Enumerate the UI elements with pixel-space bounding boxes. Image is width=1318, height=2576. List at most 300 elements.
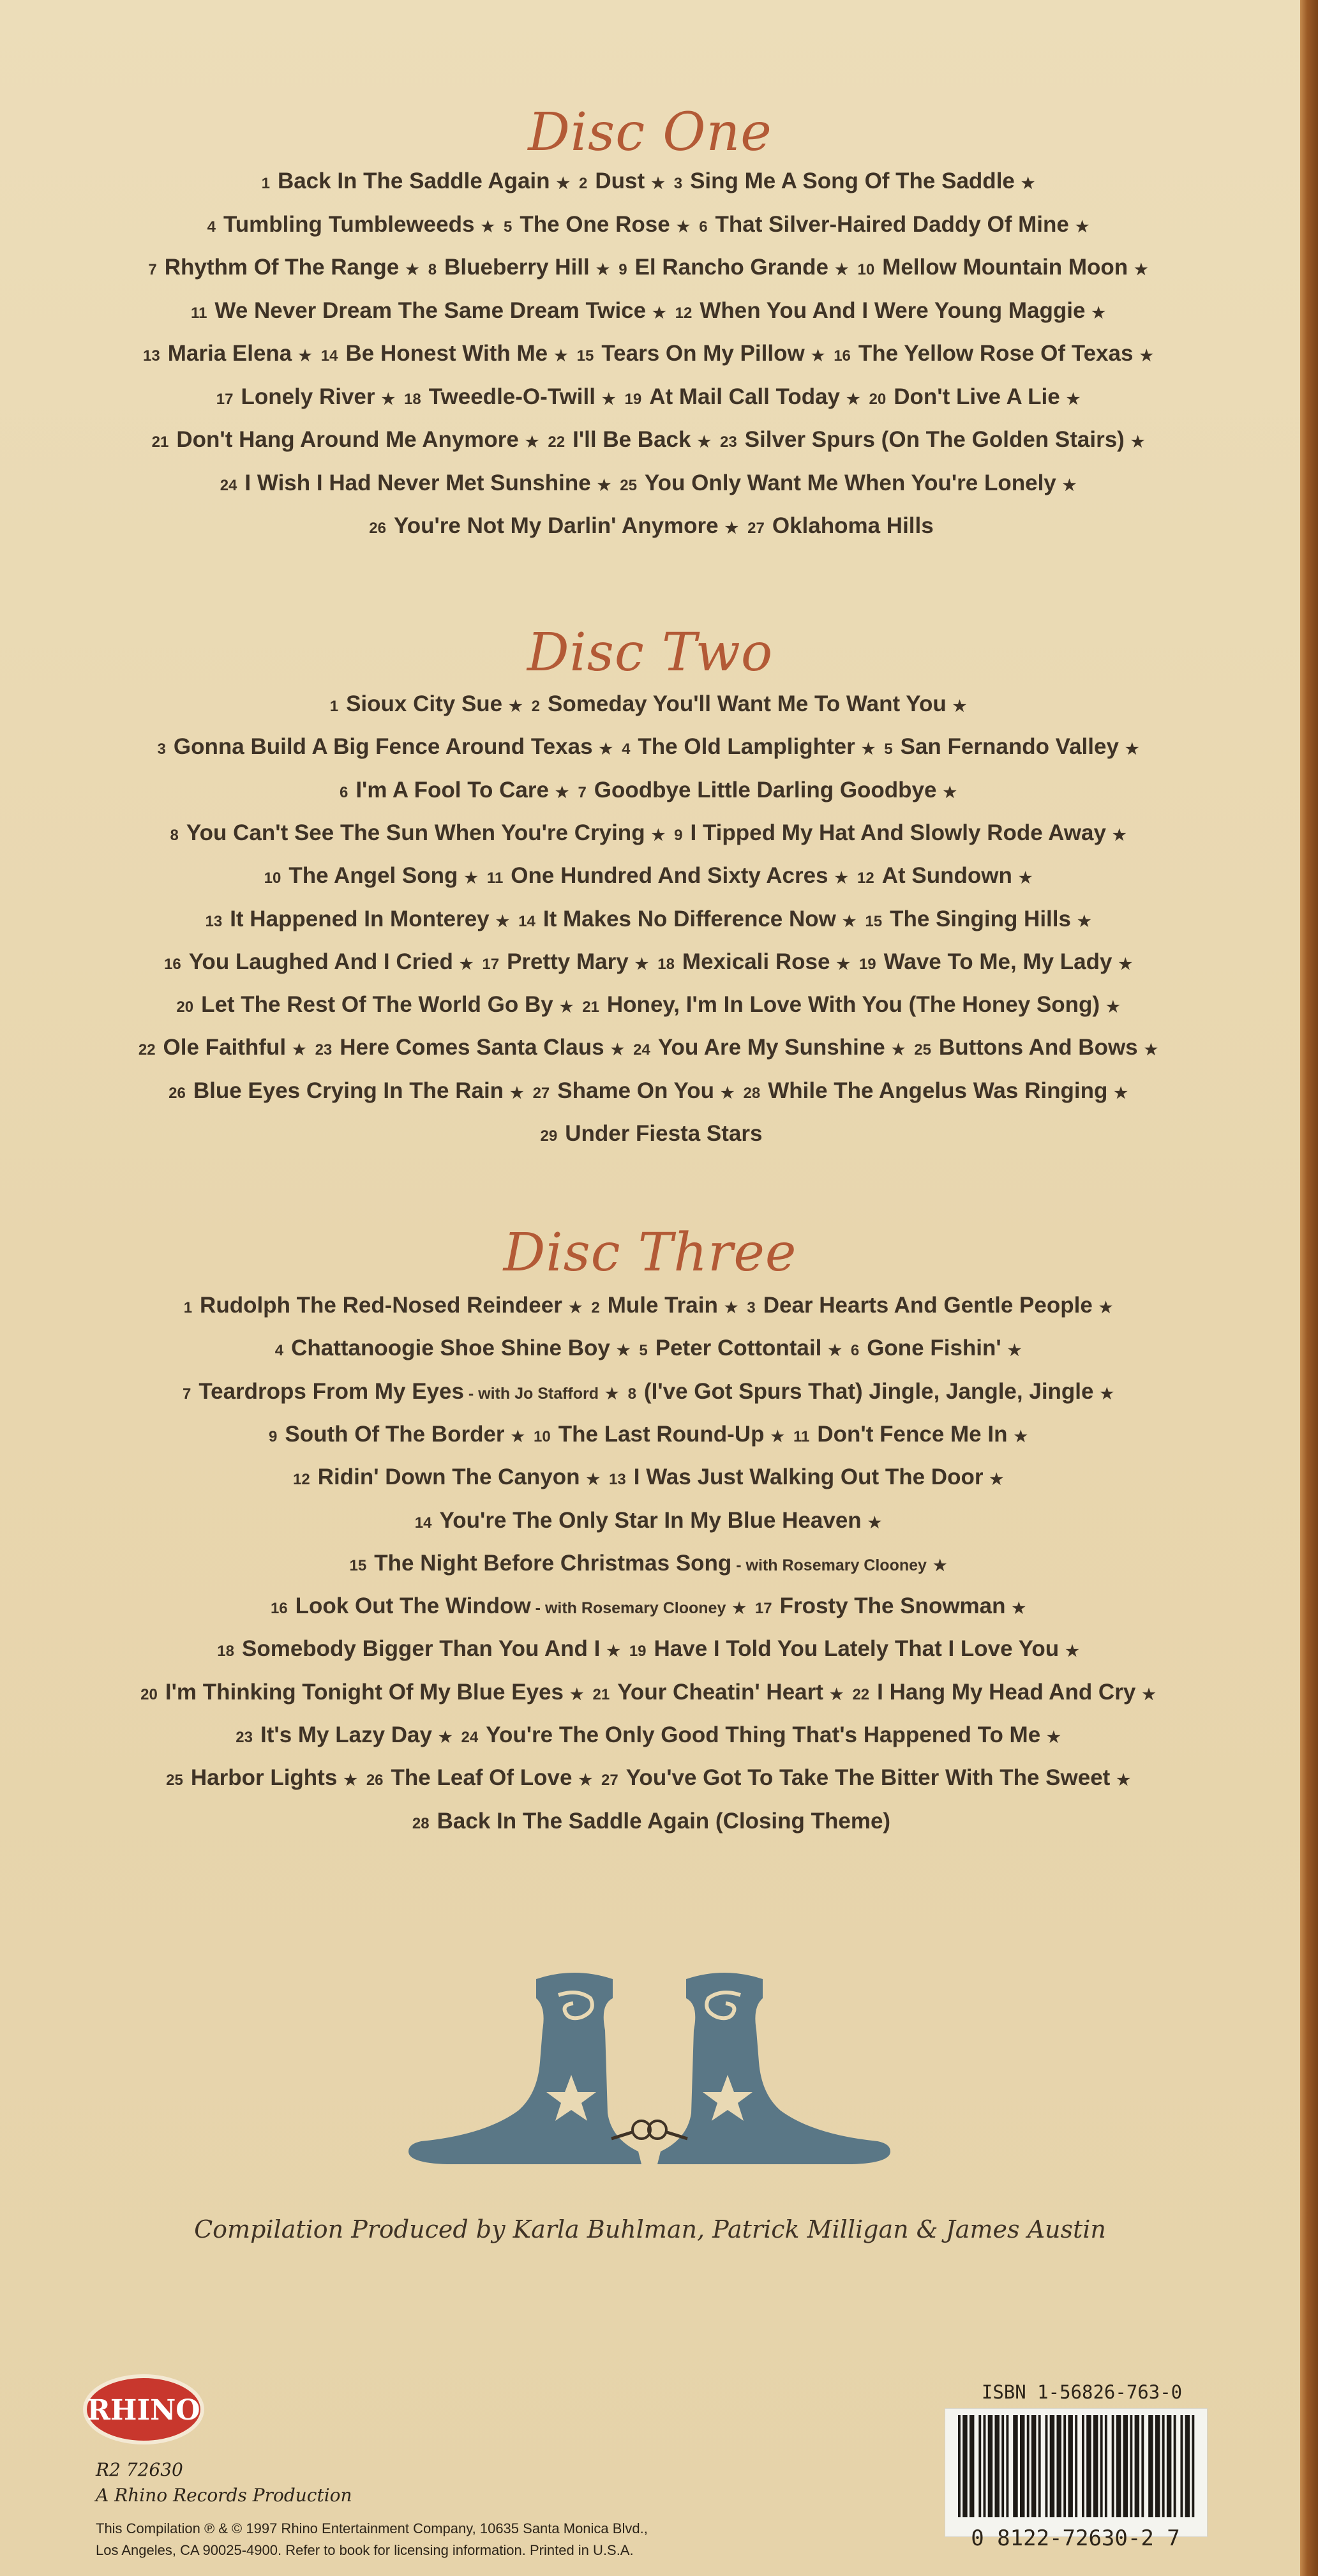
barcode-bar — [1034, 2415, 1037, 2517]
cowboy-boots-illustration — [0, 1960, 1300, 2171]
tracklist-line — [0, 1680, 1300, 1705]
tracklist-line — [0, 255, 1300, 280]
track-title: (I've Got Spurs That) Jingle, Jangle, Jingle — [643, 1378, 1094, 1404]
star-separator-icon: ★ — [829, 1685, 844, 1703]
guest-credit: with Rosemary Clooney — [745, 1556, 927, 1574]
star-separator-icon: ★ — [1130, 433, 1145, 451]
tracklist-line — [0, 863, 1300, 889]
track-number: 2 — [591, 1299, 600, 1316]
track-number: 3 — [157, 741, 166, 758]
barcode-bar — [1015, 2415, 1018, 2517]
barcode-bar — [1130, 2415, 1132, 2517]
track-title: Don't Live A Lie — [894, 384, 1060, 409]
star-separator-icon: ★ — [952, 698, 967, 715]
tracklist-line — [0, 212, 1300, 237]
track-title: Sing Me A Song Of The Saddle — [690, 169, 1015, 193]
star-separator-icon: ★ — [676, 218, 691, 236]
star-separator-icon: ★ — [1114, 1084, 1128, 1102]
track-title: Tweedle-O-Twill — [428, 384, 595, 409]
track-number: 19 — [858, 955, 876, 973]
track-title: I'll Be Back — [573, 427, 691, 452]
barcode-bar — [1038, 2415, 1041, 2517]
star-separator-icon: ★ — [1116, 1772, 1130, 1789]
star-separator-icon: ★ — [724, 1299, 738, 1316]
track-title: You Can't See The Sun When You're Crying — [186, 820, 645, 845]
barcode-bar — [1192, 2415, 1194, 2517]
track-title: The Singing Hills — [890, 906, 1071, 931]
barcode-bar — [990, 2415, 992, 2517]
track-number: 13 — [205, 912, 223, 930]
barcode-bar — [965, 2415, 968, 2517]
star-separator-icon: ★ — [292, 1041, 306, 1059]
track-number: 7 — [182, 1385, 191, 1403]
track-title: Dear Hearts And Gentle People — [763, 1293, 1093, 1318]
track-number: 25 — [620, 476, 637, 494]
track-number: 21 — [592, 1685, 610, 1703]
track-number: 10 — [534, 1427, 551, 1445]
barcode-bar — [1151, 2415, 1153, 2517]
star-separator-icon: ★ — [606, 1643, 620, 1661]
track-number: 28 — [743, 1084, 761, 1102]
tracklist-line — [0, 949, 1300, 975]
track-number: 11 — [793, 1427, 810, 1445]
track-number: 15 — [576, 347, 594, 365]
star-separator-icon: ★ — [1062, 476, 1077, 494]
track-title: Pretty Mary — [507, 949, 629, 974]
star-separator-icon: ★ — [405, 261, 419, 278]
track-number: 2 — [579, 175, 588, 192]
track-number: 22 — [852, 1685, 870, 1703]
tracklist-line — [0, 1293, 1300, 1318]
barcode-bar — [1167, 2415, 1169, 2517]
track-number: 19 — [624, 390, 642, 408]
star-separator-icon: ★ — [554, 347, 568, 365]
track-title: We Never Dream The Same Dream Twice — [214, 298, 647, 323]
track-number: 27 — [747, 520, 765, 537]
star-separator-icon: ★ — [343, 1772, 357, 1789]
track-number: 22 — [548, 433, 565, 451]
track-number: 17 — [482, 955, 500, 973]
track-number: 26 — [168, 1084, 186, 1102]
barcode-bar — [1185, 2415, 1188, 2517]
track-number: 6 — [850, 1342, 860, 1360]
track-number: 8 — [428, 261, 437, 278]
barcode-bar — [988, 2415, 991, 2517]
track-title: Oklahoma Hills — [772, 513, 934, 538]
track-title: Mule Train — [607, 1293, 718, 1318]
track-number: 25 — [914, 1041, 931, 1059]
track-number: 17 — [754, 1600, 772, 1618]
track-title: Rhythm Of The Range — [164, 255, 400, 280]
barcode-bar — [1096, 2415, 1098, 2517]
track-number: 8 — [627, 1385, 636, 1403]
track-title: The Last Round-Up — [558, 1421, 765, 1447]
barcode-bar — [1116, 2415, 1119, 2517]
star-separator-icon: ★ — [599, 741, 613, 758]
track-number: 21 — [582, 998, 599, 1016]
star-separator-icon: ★ — [724, 520, 739, 537]
track-number: 4 — [622, 741, 631, 758]
barcode-bar — [1141, 2415, 1144, 2517]
track-title: Rudolph The Red-Nosed Reindeer — [200, 1293, 562, 1318]
barcode-bar — [1070, 2415, 1073, 2517]
star-separator-icon: ★ — [525, 433, 539, 451]
track-title: El Rancho Grande — [634, 255, 828, 280]
barcode-bar — [1125, 2415, 1128, 2517]
track-number: 18 — [217, 1643, 234, 1661]
track-number: 12 — [293, 1471, 310, 1489]
track-number: 4 — [207, 218, 216, 236]
track-number: 27 — [532, 1084, 550, 1102]
barcode-bar — [984, 2415, 986, 2517]
track-title: Silver Spurs (On The Golden Stairs) — [744, 427, 1125, 452]
star-separator-icon: ★ — [846, 390, 860, 408]
track-title: Goodbye Little Darling Goodbye — [594, 777, 937, 802]
star-separator-icon: ★ — [891, 1041, 906, 1059]
star-separator-icon: ★ — [1100, 1385, 1114, 1403]
barcode-bar — [1050, 2415, 1052, 2517]
svg-text:RHINO: RHINO — [87, 2394, 200, 2427]
star-separator-icon: ★ — [438, 1729, 453, 1746]
track-number: 7 — [578, 783, 587, 801]
star-separator-icon: ★ — [1118, 955, 1133, 973]
track-number: 26 — [366, 1772, 384, 1789]
track-number: 12 — [857, 870, 874, 887]
star-separator-icon: ★ — [605, 1385, 619, 1403]
barcode-bar — [1180, 2415, 1183, 2517]
track-number: 2 — [531, 698, 541, 715]
star-separator-icon: ★ — [932, 1556, 947, 1574]
barcode-bar — [1001, 2415, 1004, 2517]
tracklist-line — [0, 1336, 1300, 1361]
tracklist-line — [0, 1809, 1300, 1834]
track-number: 14 — [414, 1514, 432, 1532]
track-number: 18 — [404, 390, 421, 408]
star-separator-icon: ★ — [836, 955, 850, 973]
barcode-bar — [1082, 2415, 1084, 2517]
track-number: 23 — [236, 1729, 253, 1746]
track-title: It Makes No Difference Now — [543, 906, 836, 931]
track-number: 15 — [865, 912, 883, 930]
star-separator-icon: ★ — [555, 783, 569, 801]
barcode-digits: 0 8122-72630-2 7 — [971, 2526, 1180, 2551]
barcode-bar — [1137, 2415, 1139, 2517]
barcode-bar — [1187, 2415, 1190, 2517]
tracklist-line — [0, 1508, 1300, 1533]
star-separator-icon: ★ — [1106, 998, 1120, 1016]
track-number: 29 — [540, 1127, 558, 1145]
star-separator-icon: ★ — [464, 870, 478, 887]
guest-credit: with Rosemary Clooney — [544, 1599, 726, 1618]
track-number: 19 — [629, 1643, 647, 1661]
barcode-bar — [1105, 2415, 1107, 2517]
track-title: You Are My Sunshine — [657, 1035, 885, 1060]
track-title: When You And I Were Young Maggie — [700, 298, 1086, 323]
barcode-bar — [1059, 2415, 1061, 2517]
track-number: 20 — [176, 998, 194, 1016]
track-number: 1 — [329, 698, 339, 715]
track-title: Maria Elena — [167, 341, 292, 366]
track-number: 3 — [673, 175, 683, 192]
star-separator-icon: ★ — [586, 1471, 601, 1489]
track-number: 16 — [270, 1600, 288, 1618]
star-separator-icon: ★ — [732, 1600, 746, 1618]
star-separator-icon: ★ — [510, 1084, 524, 1102]
star-separator-icon: ★ — [1112, 826, 1127, 844]
track-number: 8 — [170, 826, 179, 844]
barcode-bar — [972, 2415, 975, 2517]
track-title: Let The Rest Of The World Go By — [201, 992, 553, 1018]
track-title: Here Comes Santa Claus — [340, 1035, 604, 1060]
track-number: 24 — [220, 476, 237, 494]
track-title: Frosty The Snowman — [779, 1593, 1006, 1619]
star-separator-icon: ★ — [634, 955, 649, 973]
star-separator-icon: ★ — [770, 1427, 785, 1445]
barcode-bar — [1027, 2415, 1030, 2517]
star-separator-icon: ★ — [597, 476, 611, 494]
track-number: 26 — [369, 520, 386, 537]
track-number: 20 — [869, 390, 887, 408]
track-title: At Sundown — [881, 863, 1012, 889]
track-number: 22 — [138, 1041, 156, 1059]
track-number: 14 — [518, 912, 535, 930]
track-number: 5 — [884, 741, 893, 758]
track-title: Wave To Me, My Lady — [883, 949, 1112, 974]
left-boot-icon — [408, 1973, 650, 2164]
star-separator-icon: ★ — [556, 175, 571, 192]
star-separator-icon: ★ — [834, 870, 849, 887]
track-number: 15 — [349, 1556, 367, 1574]
star-separator-icon: ★ — [616, 1342, 631, 1360]
guest-separator: - — [463, 1384, 479, 1403]
tracklist-line — [0, 513, 1300, 539]
tracklist-line — [0, 427, 1300, 453]
track-title: Sioux City Sue — [346, 691, 503, 716]
track-title: Don't Hang Around Me Anymore — [176, 427, 519, 452]
track-number: 17 — [216, 390, 234, 408]
tracklist-line — [0, 471, 1300, 496]
track-title: Gone Fishin' — [867, 1336, 1001, 1361]
track-title: I'm A Fool To Care — [356, 777, 549, 802]
right-boot-icon — [648, 1973, 890, 2164]
star-separator-icon: ★ — [989, 1471, 1003, 1489]
track-title: Don't Fence Me In — [817, 1421, 1008, 1447]
tracklist-line — [0, 734, 1300, 760]
track-title: Back In The Saddle Again — [277, 169, 550, 193]
track-number: 12 — [675, 304, 693, 322]
track-title: The Leaf Of Love — [391, 1765, 573, 1791]
disc-three-title: Disc Three — [503, 1223, 797, 1283]
star-separator-icon: ★ — [601, 390, 616, 408]
track-number: 24 — [633, 1041, 650, 1059]
track-title: I'm Thinking Tonight Of My Blue Eyes — [165, 1679, 564, 1705]
barcode-bar — [1020, 2415, 1022, 2517]
tracklist-line — [0, 1379, 1300, 1405]
barcode-bar — [1013, 2415, 1015, 2517]
track-title: The One Rose — [520, 211, 670, 237]
legal-text — [96, 2518, 862, 2561]
track-title: I Was Just Walking Out The Door — [633, 1465, 984, 1490]
barcode-bar — [1089, 2415, 1091, 2517]
star-separator-icon: ★ — [1021, 175, 1035, 192]
star-separator-icon: ★ — [861, 741, 876, 758]
disc-one-title: Disc One — [528, 102, 772, 163]
barcode-bar — [1158, 2415, 1160, 2517]
star-separator-icon: ★ — [511, 1427, 525, 1445]
track-title: Ridin' Down The Canyon — [317, 1465, 580, 1490]
barcode-bar — [1068, 2415, 1070, 2517]
barcode-bar — [978, 2415, 981, 2517]
tracklist-line — [0, 169, 1300, 194]
guest-separator: - — [530, 1599, 545, 1618]
star-separator-icon: ★ — [610, 1041, 625, 1059]
track-number: 13 — [143, 347, 160, 365]
star-separator-icon: ★ — [1007, 1342, 1022, 1360]
star-separator-icon: ★ — [1077, 912, 1091, 930]
track-title: Have I Told You Lately That I Love You — [654, 1636, 1060, 1662]
track-title: That Silver-Haired Daddy Of Mine — [715, 211, 1069, 237]
track-title: Peter Cottontail — [655, 1336, 822, 1361]
track-title: The Night Before Christmas Song — [374, 1550, 732, 1576]
star-separator-icon: ★ — [381, 390, 396, 408]
track-title: Back In The Saddle Again (Closing Theme) — [437, 1808, 891, 1834]
track-number: 27 — [601, 1772, 618, 1789]
star-separator-icon: ★ — [1134, 261, 1148, 278]
star-separator-icon: ★ — [459, 955, 474, 973]
barcode-bar — [958, 2415, 961, 2517]
track-number: 20 — [140, 1685, 158, 1703]
star-separator-icon: ★ — [1139, 347, 1153, 365]
star-separator-icon: ★ — [1047, 1729, 1061, 1746]
track-title: You Laughed And I Cried — [188, 949, 453, 974]
star-separator-icon: ★ — [834, 261, 849, 278]
track-number: 14 — [320, 347, 338, 365]
barcode-bar — [1086, 2415, 1089, 2517]
barcode-bar — [1031, 2415, 1034, 2517]
tracklist-line — [0, 1422, 1300, 1447]
catalog-number: R2 72630 — [96, 2459, 183, 2480]
track-number: 7 — [148, 261, 157, 278]
star-separator-icon: ★ — [1075, 218, 1090, 236]
track-number: 24 — [461, 1729, 479, 1746]
tracklist-line — [0, 907, 1300, 932]
tracklist-line — [0, 820, 1300, 846]
track-title: Chattanoogie Shoe Shine Boy — [291, 1336, 610, 1361]
track-number: 9 — [674, 826, 683, 844]
star-separator-icon: ★ — [568, 1299, 583, 1316]
guest-separator: - — [731, 1556, 746, 1574]
box-spine-edge — [1300, 0, 1318, 2576]
star-separator-icon: ★ — [1012, 1600, 1026, 1618]
barcode-bar — [1022, 2415, 1025, 2517]
track-title: Honey, I'm In Love With You (The Honey Song) — [606, 992, 1100, 1018]
barcode-bar — [1100, 2415, 1103, 2517]
barcode-bar — [1169, 2415, 1171, 2517]
track-number: 10 — [264, 870, 281, 887]
track-number: 1 — [183, 1299, 193, 1316]
tracklist-line — [0, 384, 1300, 410]
barcode-bar — [1162, 2415, 1165, 2517]
track-title: Ole Faithful — [163, 1035, 287, 1060]
tracklist-line — [0, 778, 1300, 803]
track-number: 16 — [163, 955, 181, 973]
star-separator-icon: ★ — [569, 1685, 584, 1703]
barcode-bar — [1155, 2415, 1158, 2517]
tracklist-line — [0, 691, 1300, 717]
track-title: Buttons And Bows — [938, 1035, 1138, 1060]
star-separator-icon: ★ — [495, 912, 510, 930]
barcode-bar — [1148, 2415, 1151, 2517]
track-title: Lonely River — [241, 384, 375, 409]
track-title: Gonna Build A Big Fence Around Texas — [173, 734, 593, 760]
tracklist-line — [0, 1551, 1300, 1576]
star-separator-icon: ★ — [298, 347, 312, 365]
track-title: The Yellow Rose Of Texas — [858, 341, 1134, 366]
tracklist-line — [0, 1078, 1300, 1104]
track-number: 3 — [747, 1299, 756, 1316]
track-number: 13 — [609, 1471, 626, 1489]
guest-credit: with Jo Stafford — [478, 1384, 599, 1403]
star-separator-icon: ★ — [559, 998, 574, 1016]
star-separator-icon: ★ — [481, 218, 495, 236]
barcode-bar — [970, 2415, 972, 2517]
track-number: 23 — [720, 433, 737, 451]
track-title: One Hundred And Sixty Acres — [511, 863, 828, 889]
star-separator-icon: ★ — [1066, 390, 1081, 408]
track-number: 11 — [191, 304, 207, 322]
track-title: It Happened In Monterey — [230, 906, 490, 931]
track-title: Look Out The Window — [295, 1593, 531, 1619]
star-separator-icon: ★ — [811, 347, 825, 365]
track-title: At Mail Call Today — [649, 384, 841, 409]
track-number: 23 — [315, 1041, 333, 1059]
track-number: 28 — [412, 1814, 430, 1832]
track-title: Mexicali Rose — [682, 949, 830, 974]
barcode-bar — [1118, 2415, 1121, 2517]
track-title: I Wish I Had Never Met Sunshine — [244, 470, 591, 495]
barcode-bar — [997, 2415, 1000, 2517]
barcode-bar — [1075, 2415, 1077, 2517]
track-number: 6 — [339, 783, 348, 801]
disc-two-title: Disc Two — [527, 622, 774, 683]
track-title: You Only Want Me When You're Lonely — [644, 470, 1056, 495]
barcode-bar — [1123, 2415, 1126, 2517]
track-number: 9 — [618, 261, 627, 278]
star-separator-icon: ★ — [943, 783, 957, 801]
star-separator-icon: ★ — [578, 1772, 592, 1789]
tracklist-line — [0, 1765, 1300, 1791]
barcode-icon — [945, 2409, 1207, 2524]
track-number: 9 — [269, 1427, 278, 1445]
track-title: Tumbling Tumbleweeds — [223, 211, 475, 237]
tracklist-line — [0, 1035, 1300, 1060]
barcode-bar — [1093, 2415, 1096, 2517]
track-number: 10 — [857, 261, 875, 278]
track-number: 5 — [639, 1342, 648, 1360]
track-title: Dust — [595, 169, 645, 193]
track-title: You're The Only Star In My Blue Heaven — [439, 1507, 862, 1533]
track-title: Someday You'll Want Me To Want You — [548, 691, 947, 716]
barcode-bar — [962, 2415, 965, 2517]
track-number: 18 — [657, 955, 675, 973]
track-title: Your Cheatin' Heart — [617, 1679, 823, 1705]
track-title: Tears On My Pillow — [601, 341, 805, 366]
star-separator-icon: ★ — [867, 1514, 882, 1532]
star-separator-icon: ★ — [1018, 870, 1033, 887]
barcode-bar — [1052, 2415, 1054, 2517]
track-number: 16 — [834, 347, 851, 365]
barcode-box — [945, 2408, 1208, 2537]
